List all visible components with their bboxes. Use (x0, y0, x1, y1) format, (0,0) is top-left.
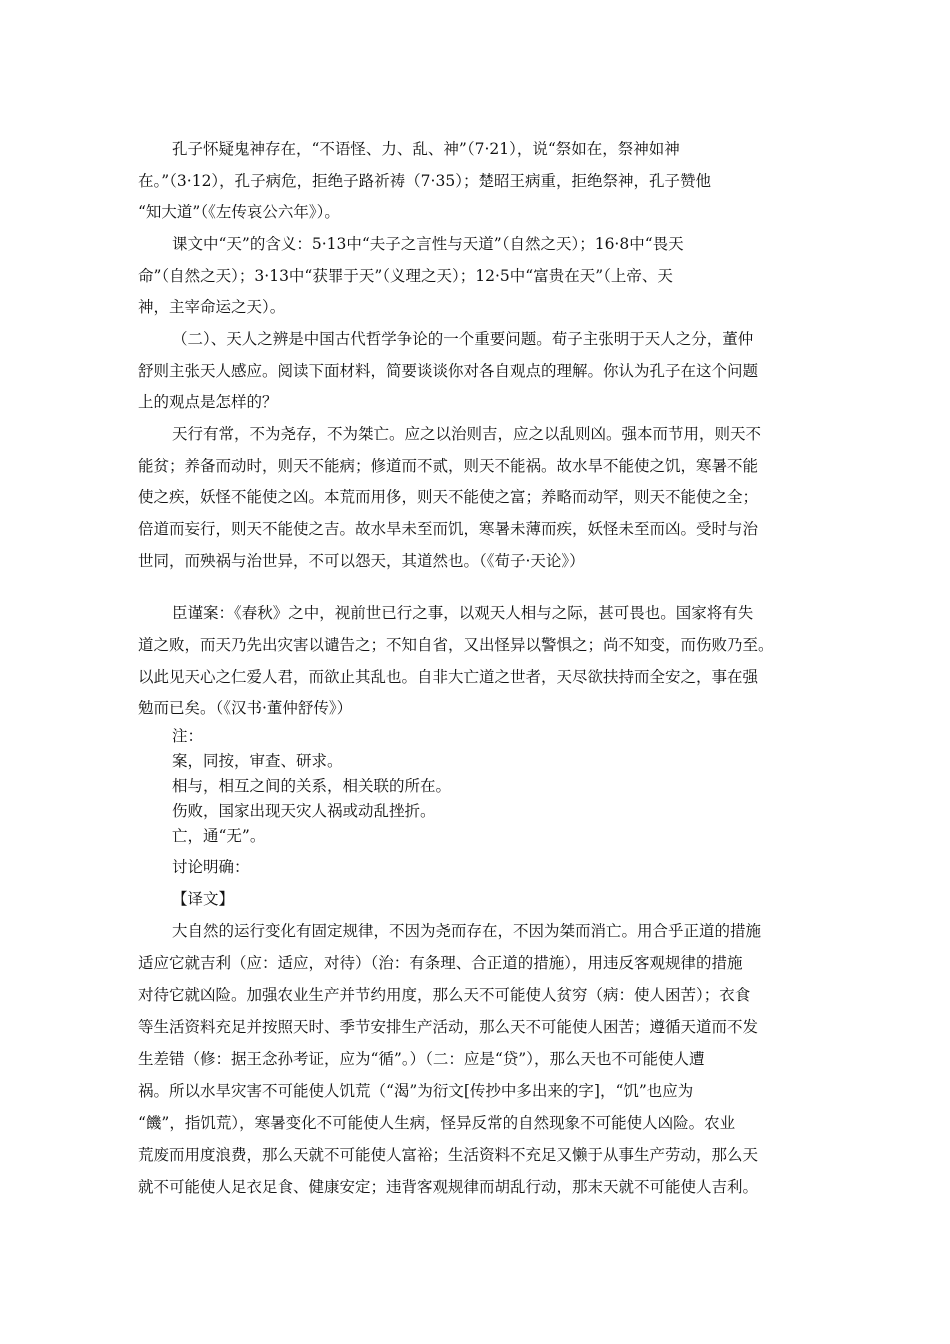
text-line: 孔子怀疑鬼神存在，“不语怪、力、乱、神”（7·21），说“祭如在，祭神如神 (172, 140, 680, 158)
quote-line: 能贫；养备而动时，则天不能病；修道而不贰，则天不能祸。故水旱不能使之饥，寒暑不能 (138, 457, 759, 475)
quote-line: 倍道而妄行，则天不能使之吉。故水旱未至而饥，寒暑未薄而疾，妖怪未至而凶。受时与治 (138, 520, 759, 538)
note-item: 相与，相互之间的关系，相关联的所在。 (172, 777, 452, 795)
question-line: （二）、天人之辨是中国古代哲学争论的一个重要问题。荀子主张明于天人之分，董仲 (172, 330, 754, 348)
translation-line: 大自然的运行变化有固定规律，不因为尧而存在，不因为桀而消亡。用合乎正道的措施 (172, 922, 762, 940)
quote-line: 以此见天心之仁爱人君，而欲止其乱也。自非大亡道之世者，天尽欲扶持而全安之，事在强 (138, 668, 759, 686)
quote-line: 臣谨案：《春秋》之中，视前世已行之事，以观天人相与之际，甚可畏也。国家将有失 (172, 604, 754, 622)
text-line: 命”（自然之天）；3·13中“获罪于天”（义理之天）；12·5中“富贵在天”（上帝、天 (138, 267, 673, 285)
text-line: 课文中“天”的含义：5·13中“夫子之言性与天道”（自然之天）；16·8中“畏天 (172, 235, 684, 253)
translation-line: 就不可能使人足衣足食、健康安定；违背客观规律而胡乱行动，那末天就不可能使人吉利。 (138, 1178, 759, 1196)
note-item: 案，同按，审查、研求。 (172, 752, 343, 770)
translation-line: 荒废而用度浪费，那么天就不可能使人富裕；生活资料不充足又懒于从事生产劳动，那么天 (138, 1146, 759, 1164)
quote-line: 天行有常，不为尧存，不为桀亡。应之以治则吉，应之以乱则凶。强本而节用，则天不 (172, 425, 762, 443)
quote-line: 世同，而殃祸与治世异，不可以怨天，其道然也。（《荀子·天论》） (138, 552, 585, 570)
translation-line: 适应它就吉利（应：适应，对待）（治：有条理、合正道的措施），用违反客观规律的措施 (138, 954, 743, 972)
quote-line: 勉而已矣。（《汉书·董仲舒传》） (138, 699, 353, 717)
quote-line: 道之败，而天乃先出灾害以谴告之；不知自省，又出怪异以警惧之；尚不知变，而伤败乃至。 (138, 636, 774, 654)
discussion-heading: 讨论明确： (172, 858, 250, 876)
question-line: 上的观点是怎样的？ (138, 393, 278, 411)
translation-line: 生差错（修：据王念孙考证，应为“循”。）（二：应是“贷”），那么天也不可能使人遭 (138, 1050, 705, 1068)
note-item: 伤败，国家出现天灾人祸或动乱挫折。 (172, 802, 436, 820)
translation-line: 对待它就凶险。加强农业生产并节约用度，那么天不可能使人贫穷（病：使人困苦）；衣食 (138, 986, 751, 1004)
translation-heading: 【译文】 (172, 890, 235, 908)
translation-line: 祸。所以水旱灾害不可能使人饥荒（“渴”为衍文[传抄中多出来的字]，“饥”也应为 (138, 1082, 694, 1100)
translation-line: 等生活资料充足并按照天时、季节安排生产活动，那么天不可能使人困苦；遵循天道而不发 (138, 1018, 759, 1036)
text-line: 神，主宰命运之天）。 (138, 298, 286, 316)
note-item: 亡，通“无”。 (172, 827, 266, 845)
note-heading: 注： (172, 727, 204, 745)
quote-line: 使之疾，妖怪不能使之凶。本荒而用侈，则天不能使之富；养略而动罕，则天不能使之全； (138, 488, 759, 506)
text-line: “知大道”（《左传哀公六年》）。 (138, 203, 340, 221)
text-line: 在。”（3·12），孔子病危，拒绝子路祈祷（7·35）；楚昭王病重，拒绝祭神，孔子赞他 (138, 172, 711, 190)
translation-line: “饑”，指饥荒），寒暑变化不可能使人生病，怪异反常的自然现象不可能使人凶险。农业 (138, 1114, 736, 1132)
question-line: 舒则主张天人感应。阅读下面材料，简要谈谈你对各自观点的理解。你认为孔子在这个问题 (138, 362, 759, 380)
